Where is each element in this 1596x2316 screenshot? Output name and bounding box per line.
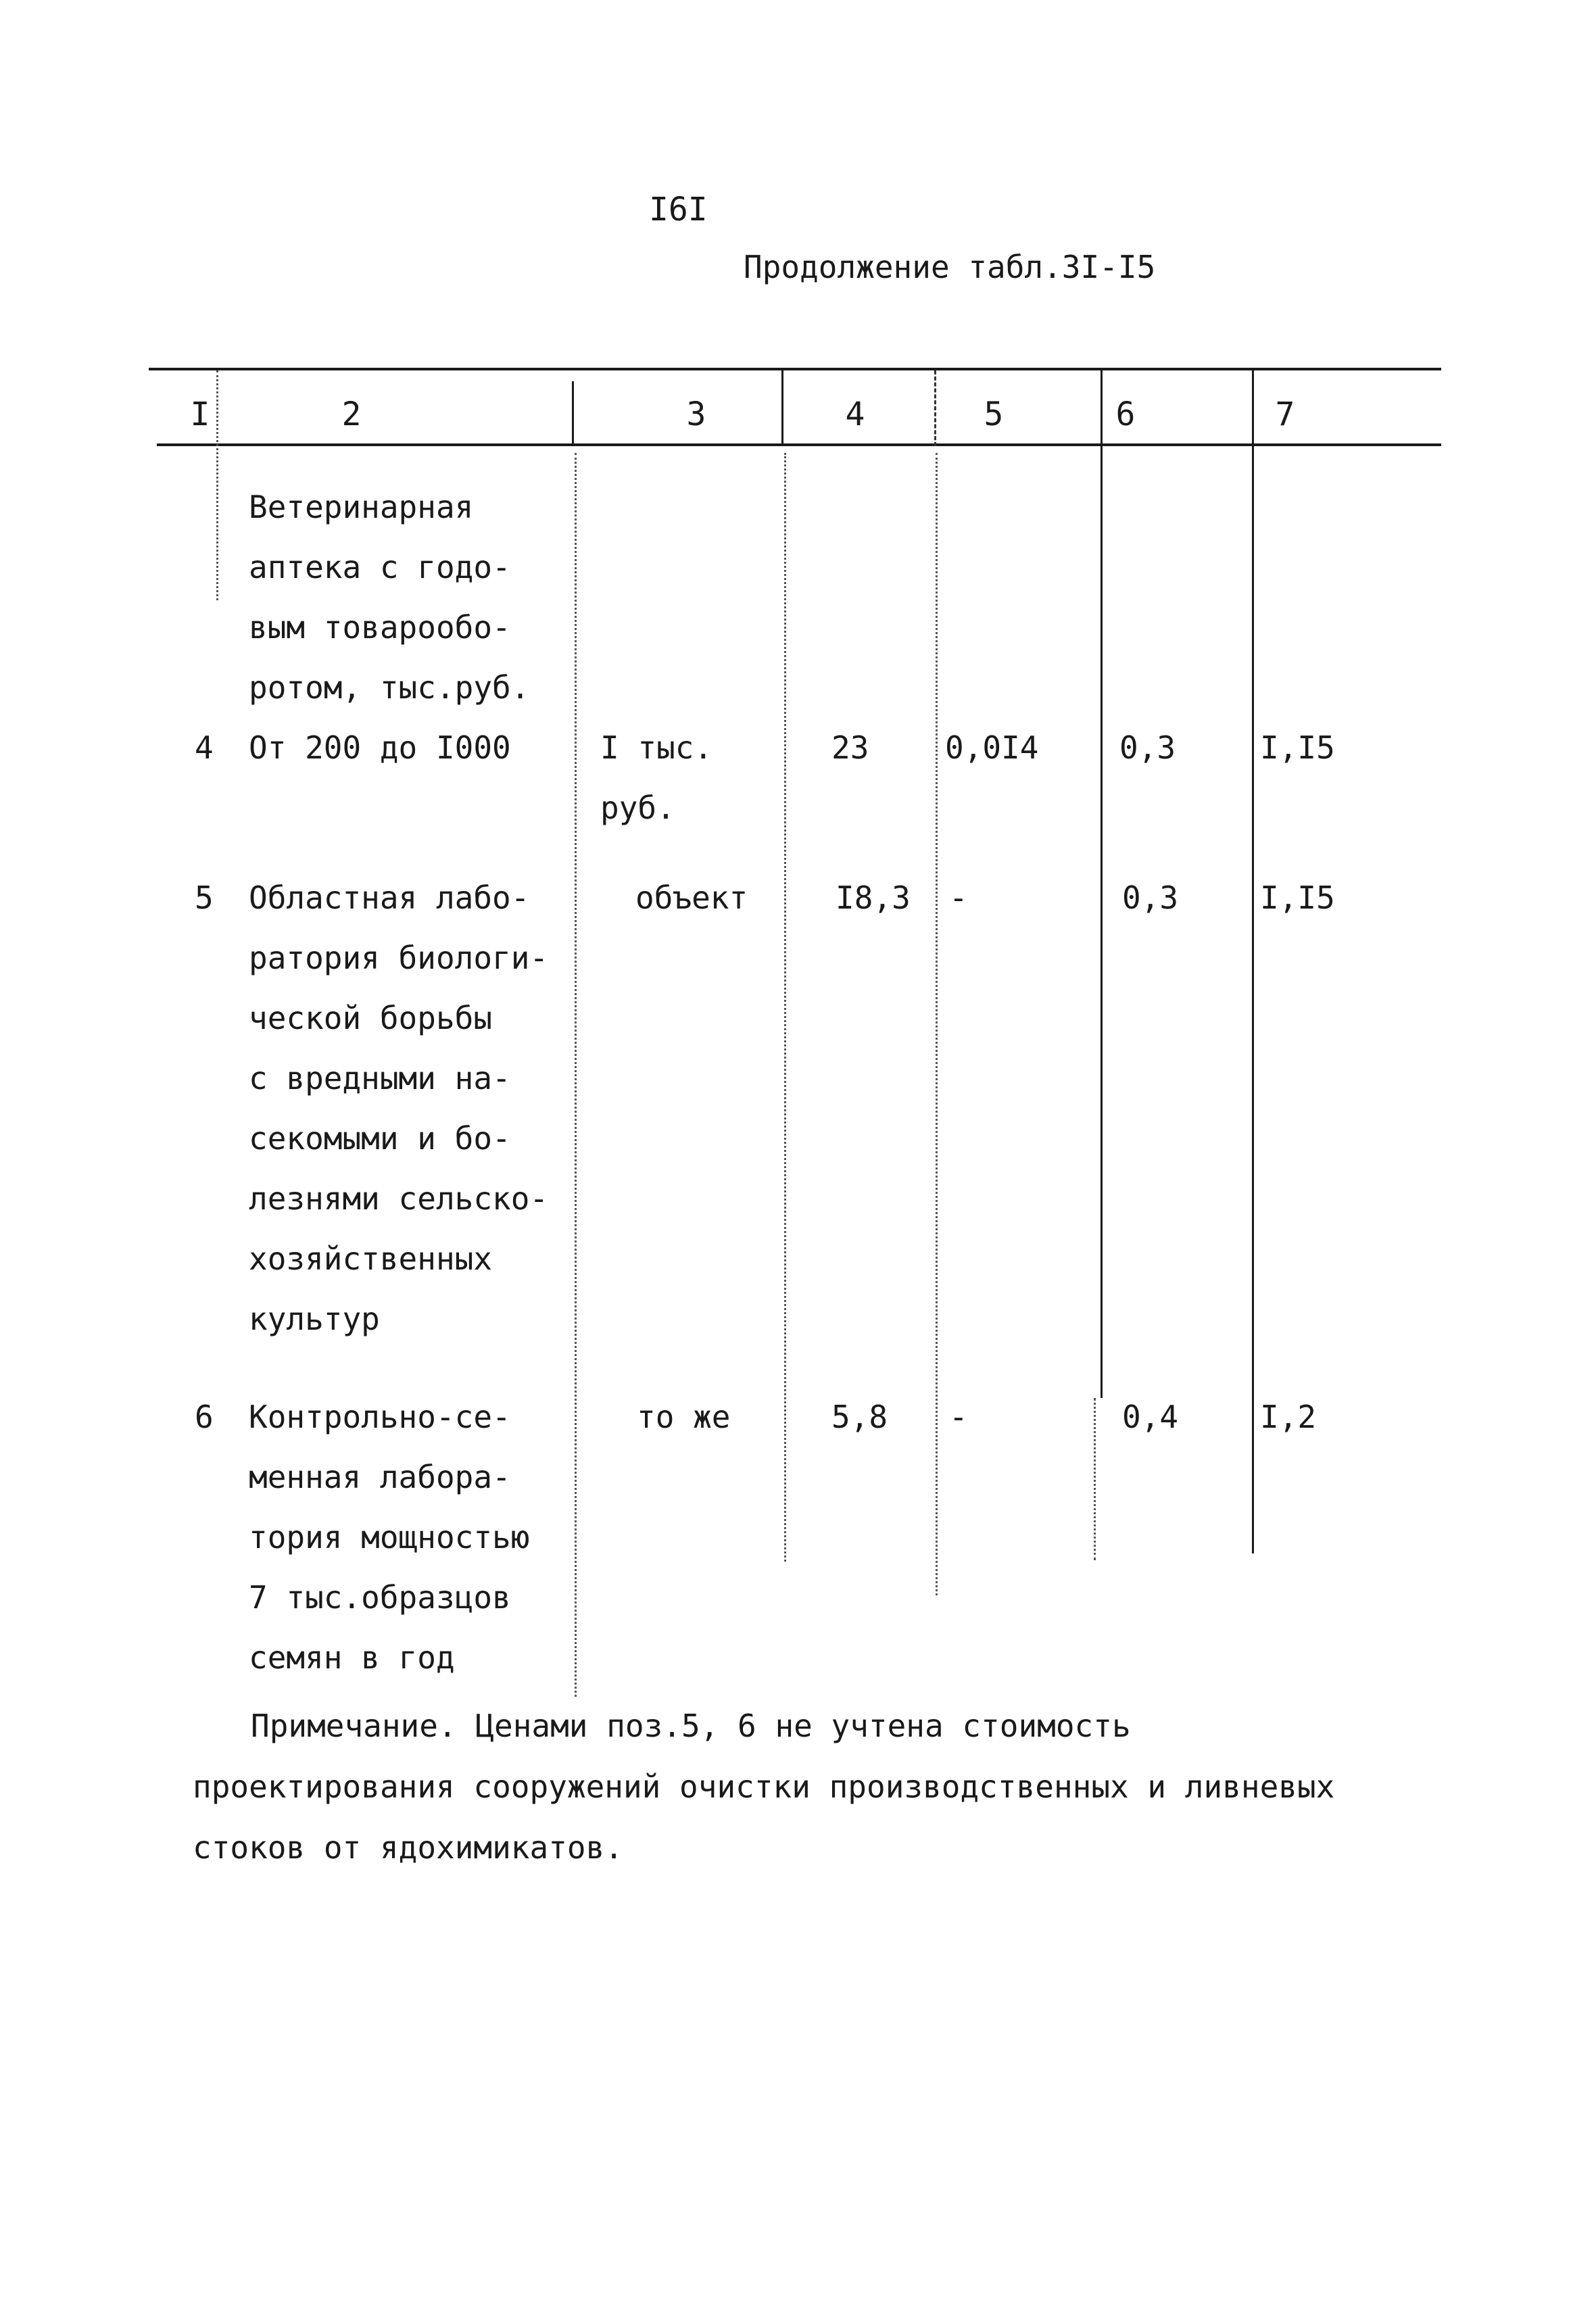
header-col-3: 3 bbox=[686, 395, 706, 433]
row-value-col6: 0,4 bbox=[1122, 1399, 1179, 1435]
row-name: Контрольно-се- менная лабора- тория мощностью 7 тыс.образцов семян в год bbox=[249, 1399, 530, 1676]
col-sep-3-body bbox=[784, 453, 786, 1562]
col-sep-4 bbox=[934, 370, 936, 446]
row-number: 6 bbox=[195, 1399, 214, 1435]
page-number: I6I bbox=[649, 191, 708, 228]
table-caption: Продолжение табл.3I-I5 bbox=[744, 249, 1156, 285]
row-name: От 200 до I000 bbox=[249, 729, 511, 766]
col-sep-5 bbox=[1101, 370, 1103, 1398]
header-col-5: 5 bbox=[984, 395, 1004, 433]
table-top-rule bbox=[149, 368, 1441, 370]
row-unit: то же bbox=[637, 1399, 731, 1435]
row-value-col5: 0,0I4 bbox=[945, 729, 1039, 766]
row-value-col6: 0,3 bbox=[1122, 879, 1179, 916]
header-col-2: 2 bbox=[341, 395, 362, 433]
header-col-1: I bbox=[190, 395, 210, 433]
header-col-7: 7 bbox=[1275, 395, 1295, 433]
note-paragraph bbox=[193, 1695, 1396, 1878]
row-value-col5: - bbox=[949, 879, 968, 916]
row-number: 4 bbox=[195, 729, 214, 766]
row-name: Областная лабо- ратория биологи- ческой борьбы с вредными на- секомыми и бо- лезнями сельско- хозяйственных культур bbox=[249, 879, 549, 1337]
note-text: Примечание. Ценами поз.5, 6 не учтена стоимость проектирования сооружений очистки производственных и ливневых стоков от ядохимикатов. bbox=[193, 1708, 1335, 1866]
col-sep-2 bbox=[572, 381, 574, 446]
row-unit: I тыс. руб. bbox=[600, 729, 713, 826]
row-value-col6: 0,3 bbox=[1119, 729, 1176, 766]
row-value-col7: I,I5 bbox=[1260, 729, 1335, 766]
row-value-col5: - bbox=[949, 1399, 968, 1435]
row-value-col7: I,2 bbox=[1260, 1399, 1317, 1435]
col-sep-5-body bbox=[1094, 1398, 1096, 1560]
col-sep-6 bbox=[1252, 370, 1254, 1553]
row-unit: объект bbox=[635, 879, 748, 916]
header-col-4: 4 bbox=[845, 395, 865, 433]
header-bottom-rule bbox=[157, 443, 1441, 446]
row-value-col4: 5,8 bbox=[831, 1399, 888, 1435]
row-name: Ветеринарная аптека с годо- вым товарообо- ротом, тыс.руб. bbox=[249, 489, 530, 706]
header-col-6: 6 bbox=[1115, 395, 1136, 433]
col-sep-4-body bbox=[936, 453, 938, 1595]
row-number: 5 bbox=[195, 879, 214, 916]
row-value-col7: I,I5 bbox=[1260, 879, 1335, 916]
row-value-col4: 23 bbox=[831, 729, 869, 766]
row-value-col4: I8,3 bbox=[836, 879, 911, 916]
col-sep-3 bbox=[781, 370, 783, 446]
col-sep-2-body bbox=[575, 453, 577, 1697]
